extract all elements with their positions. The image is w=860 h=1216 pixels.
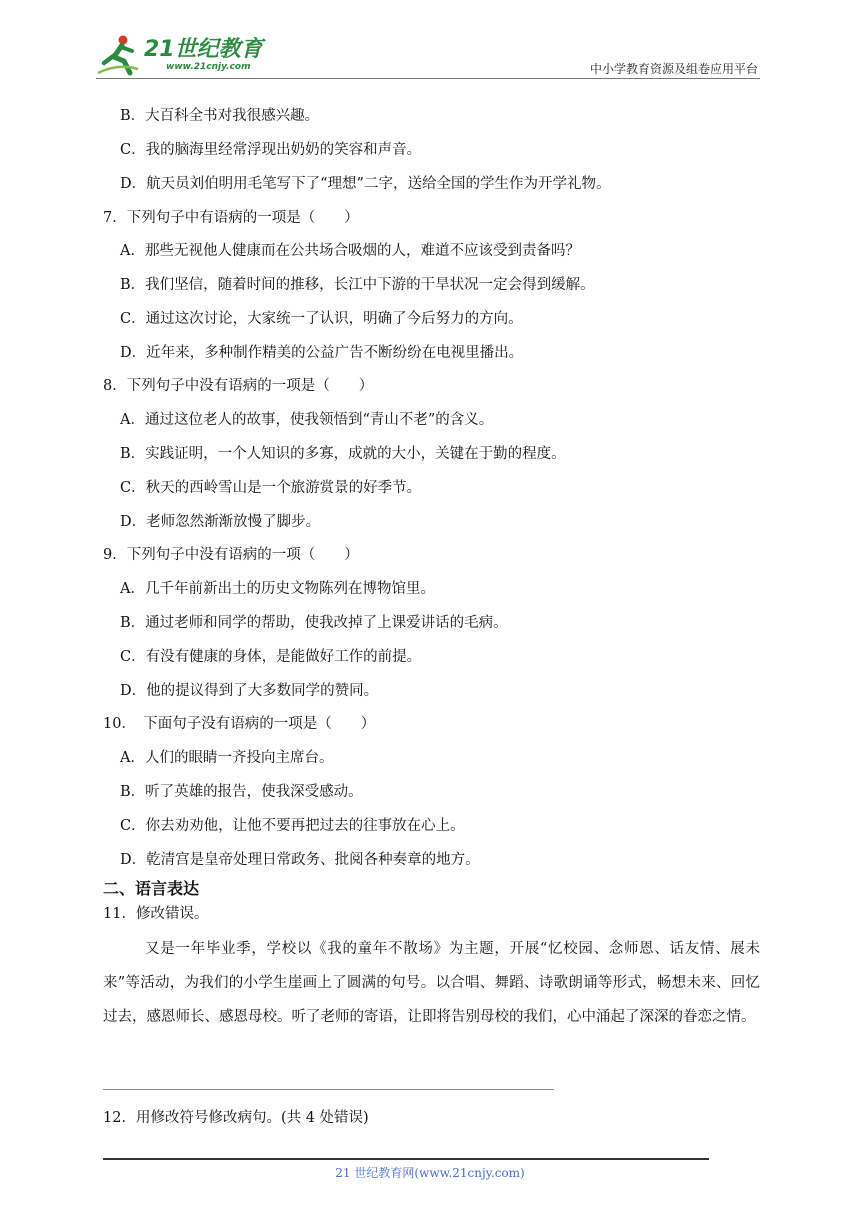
- question-11: 11．修改错误。: [103, 906, 209, 922]
- option-9c: C．有没有健康的身体，是能做好工作的前提。: [120, 649, 422, 665]
- option-7c: C．通过这次讨论，大家统一了认识，明确了今后努力的方向。: [120, 311, 523, 327]
- logo: [96, 32, 263, 78]
- platform-name: 中小学教育资源及组卷应用平台: [589, 62, 758, 76]
- header-divider: [96, 78, 760, 79]
- option-10b: B．听了英雄的报告，使我深受感动。: [120, 784, 363, 800]
- question-9: 9．下列句子中没有语病的一项（ ）: [103, 547, 359, 563]
- option-8d: D．老师忽然渐渐放慢了脚步。: [120, 514, 321, 530]
- option-7d: D．近年来，多种制作精美的公益广告不断纷纷在电视里播出。: [120, 345, 524, 361]
- option-8b: B．实践证明，一个人知识的多寡，成就的大小，关键在于勤的程度。: [120, 446, 566, 462]
- option-9d: D．他的提议得到了大多数同学的赞同。: [120, 683, 379, 699]
- option-10c: C．你去劝劝他，让他不要再把过去的往事放在心上。: [120, 818, 465, 834]
- question-12: 12．用修改符号修改病句。(共 4 处错误): [103, 1110, 369, 1126]
- section-title: 二、语言表达: [103, 879, 200, 898]
- option-10d: D．乾清宫是皇帝处理日常政务、批阅各种奏章的地方。: [120, 852, 480, 868]
- option-8c: C．秋天的西岭雪山是一个旅游赏景的好季节。: [120, 480, 422, 496]
- page-header: [96, 28, 760, 80]
- option-6d: D．航天员刘伯明用毛笔写下了“理想”二字，送给全国的学生作为开学礼物。: [120, 176, 611, 192]
- logo-url: www.21cnjy.com: [166, 61, 251, 72]
- question-11-paragraph: 又是一年毕业季，学校以《我的童年不散场》为主题，开展“忆校园、念师恩、话友情、展未来”等活动，为我们的小学生崖画上了圆满的句号。以合唱、舞蹈、诗歌朗诵等形式，畅想未来、回忆过去，感恩师长、感恩母校。听了老师的寄语，让即将告别母校的我们，心中涌起了深深的眷恋之情。: [103, 941, 760, 1025]
- logo-title: 21世纪教育: [144, 36, 263, 62]
- page-footer: 21 世纪教育网(www.21cnjy.com): [335, 1166, 525, 1180]
- question-7: 7．下列句子中有语病的一项是（ ）: [103, 210, 359, 226]
- answer-line: [103, 1089, 554, 1090]
- question-8: 8．下列句子中没有语病的一项是（ ）: [103, 378, 374, 394]
- option-10a: A．人们的眼睛一齐投向主席台。: [120, 750, 334, 766]
- option-6c: C．我的脑海里经常浮现出奶奶的笑容和声音。: [120, 142, 422, 158]
- option-7a: A．那些无视他人健康而在公共场合吸烟的人，难道不应该受到责备吗？: [120, 243, 580, 259]
- footer-divider: [103, 1158, 709, 1160]
- option-8a: A．通过这位老人的故事，使我领悟到“青山不老”的含义。: [120, 412, 494, 428]
- option-9b: B．通过老师和同学的帮助，使我改掉了上课爱讲话的毛病。: [120, 615, 508, 631]
- question-10: 10． 下面句子没有语病的一项是（ ）: [103, 716, 376, 732]
- option-7b: B．我们坚信，随着时间的推移，长江中下游的干旱状况一定会得到缓解。: [120, 277, 595, 293]
- runner-logo-icon: [96, 33, 140, 77]
- option-9a: A．几千年前新出土的历史文物陈列在博物馆里。: [120, 581, 435, 597]
- option-6b: B．大百科全书对我很感兴趣。: [120, 108, 320, 124]
